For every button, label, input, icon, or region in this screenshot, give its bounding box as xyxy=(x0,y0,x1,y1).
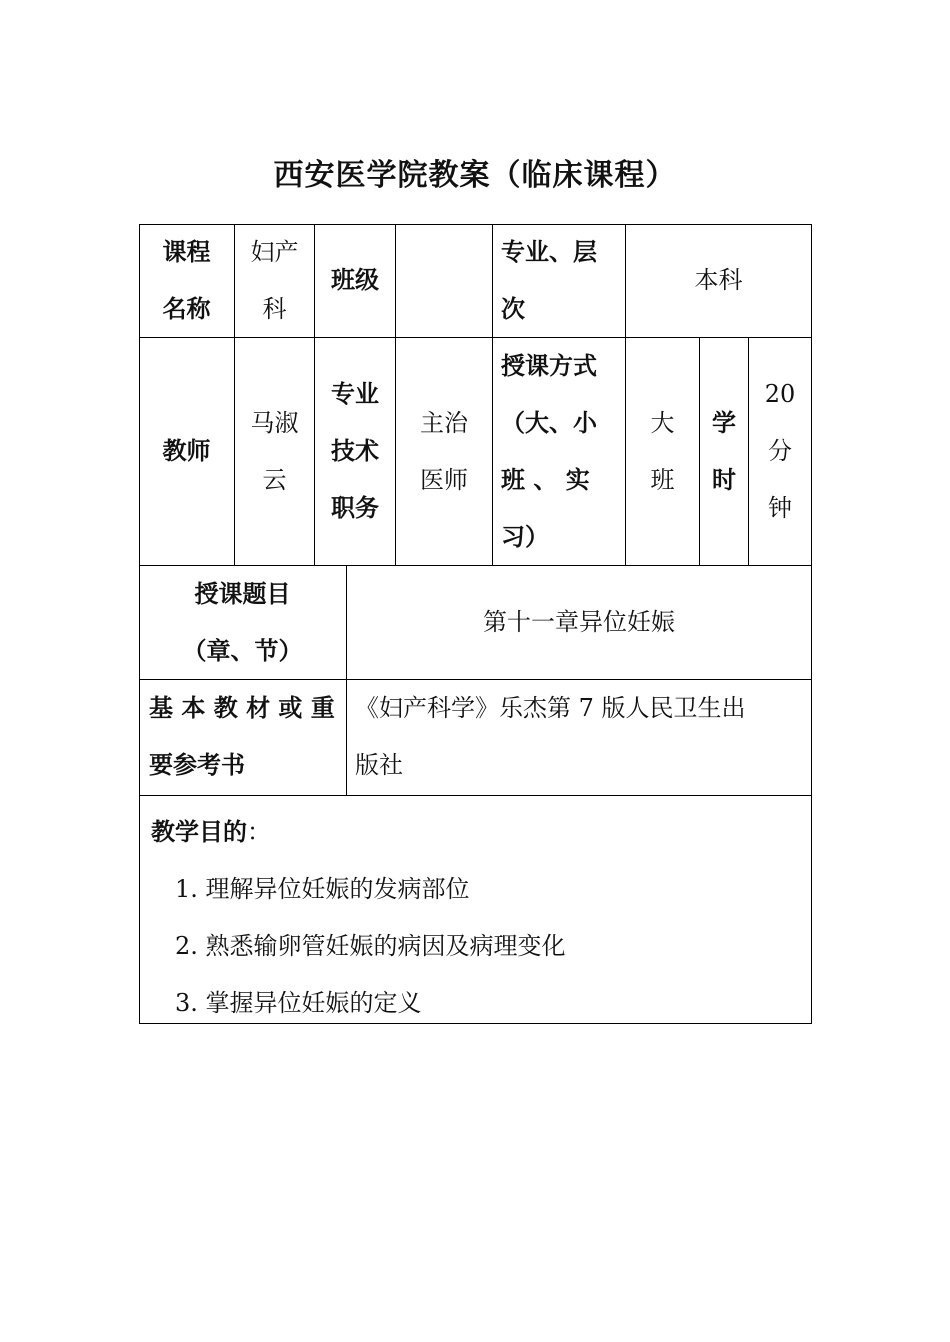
professional-title-value-line2: 医师 xyxy=(420,465,468,494)
professional-title-label xyxy=(315,338,396,566)
textbook-value-line2: 版社 xyxy=(355,751,403,779)
teacher-value-line2: 云 xyxy=(262,465,287,494)
professional-title-label-line3: 职务 xyxy=(331,494,379,522)
teacher-value xyxy=(235,338,315,566)
goal-item-1: 1. 理解异位妊娠的发病部位 xyxy=(175,875,470,903)
teaching-goals-section xyxy=(139,796,812,1024)
major-level-label-line2: 次 xyxy=(501,295,525,323)
class-hours-value-line1: 20 xyxy=(764,380,796,408)
major-level-value: 本科 xyxy=(626,224,812,338)
teacher-value-line1: 马淑 xyxy=(250,408,299,437)
textbook-label-line1: 基 本 教 材 或 重 xyxy=(149,694,335,722)
class-hours-label-line2: 时 xyxy=(712,465,736,494)
class-value xyxy=(396,224,493,338)
document-title: 西安医学院教案（临床课程） xyxy=(273,158,677,193)
major-level-label xyxy=(493,224,626,338)
course-name-value-line1: 妇产 xyxy=(250,237,299,266)
topic-label xyxy=(139,566,347,680)
teaching-goals-heading: 教学目的 xyxy=(151,818,247,846)
textbook-label-line2: 要参考书 xyxy=(149,751,245,779)
goal-item-2: 2. 熟悉输卵管妊娠的病因及病理变化 xyxy=(175,932,566,960)
course-name-label xyxy=(139,224,235,338)
class-hours-value-line2: 分 xyxy=(768,437,792,465)
textbook-value xyxy=(347,680,812,796)
professional-title-value xyxy=(396,338,493,566)
textbook-label xyxy=(139,680,347,796)
teaching-goals-colon: ： xyxy=(247,818,271,846)
teaching-mode-label-line1: 授课方式 xyxy=(501,352,597,380)
class-hours-label-line1: 学 xyxy=(712,408,736,437)
topic-label-line1: 授课题目 xyxy=(194,579,291,608)
textbook-value-line1: 《妇产科学》乐杰第 7 版人民卫生出 xyxy=(355,694,746,722)
class-label: 班级 xyxy=(315,224,396,338)
teaching-mode-label-line3: 班 、 实 xyxy=(501,466,590,494)
major-level-label-line1: 专业、层 xyxy=(501,238,597,266)
topic-value: 第十一章异位妊娠 xyxy=(347,566,812,680)
teaching-mode-label-line2: （大、小 xyxy=(501,409,597,437)
professional-title-value-line1: 主治 xyxy=(420,408,468,437)
goal-item-3: 3. 掌握异位妊娠的定义 xyxy=(175,989,422,1017)
teaching-goals-heading-row xyxy=(151,804,799,861)
professional-title-label-line2: 技术 xyxy=(331,437,379,465)
teaching-mode-value-line1: 大 xyxy=(650,408,675,437)
course-name-label-line1: 课程 xyxy=(162,237,211,266)
course-name-value xyxy=(235,224,315,338)
class-hours-value xyxy=(749,338,812,566)
professional-title-label-line1: 专业 xyxy=(331,380,379,408)
lesson-plan-table xyxy=(139,224,812,1024)
teaching-mode-value-line2: 班 xyxy=(650,465,675,494)
course-name-label-line2: 名称 xyxy=(162,294,211,323)
class-hours-label xyxy=(700,338,749,566)
topic-label-line2: （章、节） xyxy=(182,636,303,665)
teacher-label: 教师 xyxy=(139,338,235,566)
teaching-mode-value xyxy=(626,338,700,566)
class-hours-value-line3: 钟 xyxy=(768,494,792,522)
teaching-mode-label xyxy=(493,338,626,566)
course-name-value-line2: 科 xyxy=(262,294,287,323)
teaching-mode-label-line4: 习） xyxy=(501,523,549,551)
